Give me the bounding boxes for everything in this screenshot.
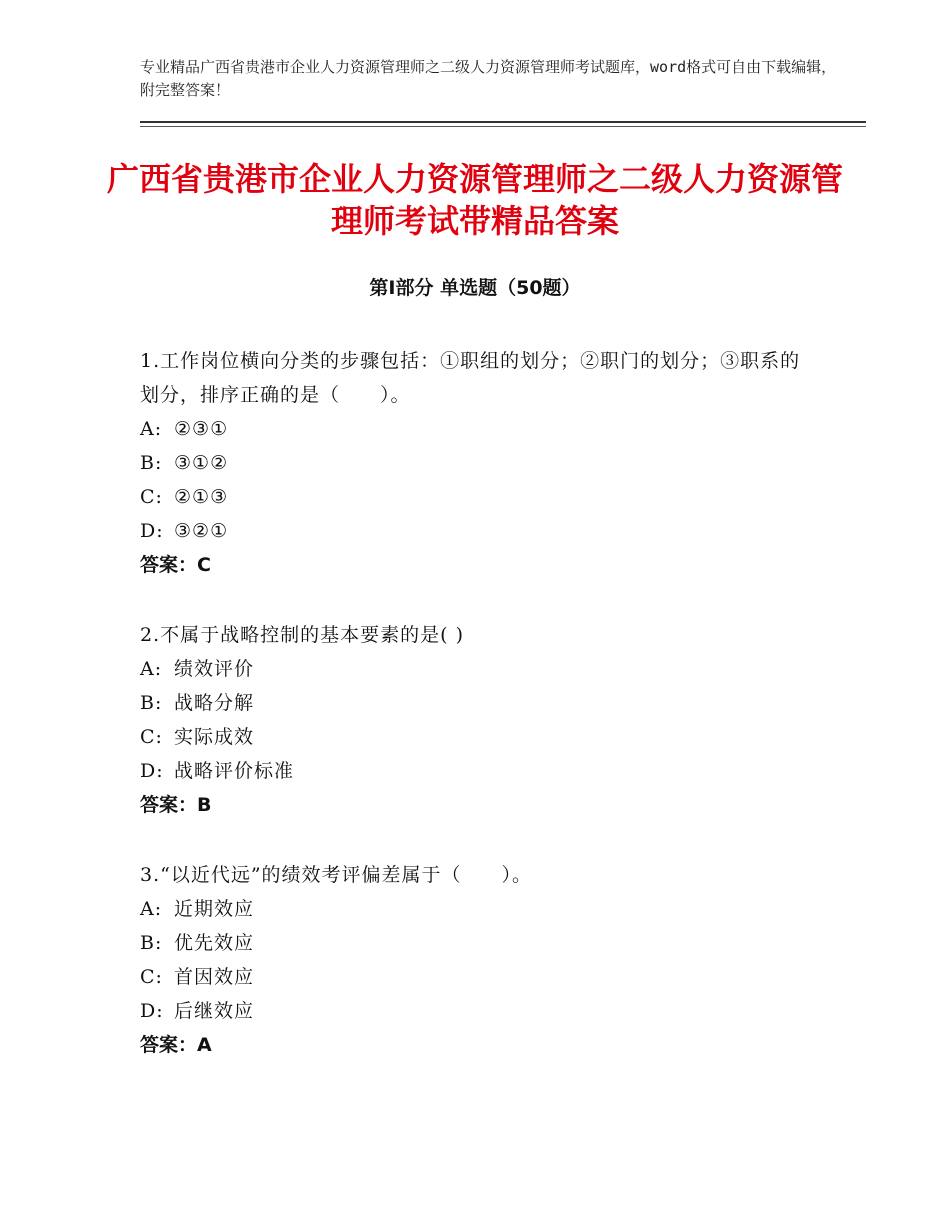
option-letter: D:	[140, 1000, 164, 1022]
option-letter: D:	[140, 760, 164, 782]
option-a	[140, 652, 820, 686]
question-stem: 2.不属于战略控制的基本要素的是( )	[140, 624, 464, 646]
option-d	[140, 754, 820, 788]
option-text: ②①③	[174, 486, 229, 508]
option-text: 绩效评价	[174, 658, 255, 680]
header-rule-thick	[140, 121, 866, 123]
option-letter: B:	[140, 932, 163, 954]
option-c	[140, 480, 820, 514]
option-a	[140, 892, 820, 926]
option-letter: A:	[140, 658, 163, 680]
answer-label: 答案：C	[140, 554, 211, 576]
question-stem: 3.“以近代远”的绩效考评偏差属于（ ）。	[140, 864, 533, 886]
option-b	[140, 926, 820, 960]
header-note: 专业精品广西省贵港市企业人力资源管理师之二级人力资源管理师考试题库，word格式可自由下载编辑，附完整答案！	[140, 58, 837, 99]
option-c	[140, 720, 820, 754]
option-letter: C:	[140, 486, 163, 508]
option-letter: A:	[140, 418, 163, 440]
question-1	[140, 344, 820, 582]
option-text: 后继效应	[174, 1000, 255, 1022]
option-text: 首因效应	[174, 966, 255, 988]
question-3	[140, 858, 820, 1062]
option-text: ③②①	[174, 520, 229, 542]
option-text: ③①②	[174, 452, 229, 474]
answer-label: 答案：A	[140, 1034, 212, 1056]
option-c	[140, 960, 820, 994]
option-text: 近期效应	[174, 898, 255, 920]
option-d	[140, 994, 820, 1028]
question-stem: 1.工作岗位横向分类的步骤包括：①职组的划分；②职门的划分；③职系的划分，排序正确的是（ ）。	[140, 350, 801, 406]
option-text: 战略评价标准	[174, 760, 295, 782]
option-text: 优先效应	[174, 932, 255, 954]
option-b	[140, 446, 820, 480]
answer-label: 答案：B	[140, 794, 212, 816]
option-b	[140, 686, 820, 720]
question-list	[140, 344, 820, 1062]
option-text: 实际成效	[174, 726, 255, 748]
option-letter: B:	[140, 692, 163, 714]
option-letter: C:	[140, 726, 163, 748]
option-letter: B:	[140, 452, 163, 474]
option-letter: C:	[140, 966, 163, 988]
option-a	[140, 412, 820, 446]
header-rule-thin	[140, 126, 866, 127]
document-title: 广西省贵港市企业人力资源管理师之二级人力资源管理师考试带精品答案	[106, 160, 843, 240]
option-text: 战略分解	[174, 692, 255, 714]
question-2	[140, 618, 820, 822]
option-d	[140, 514, 820, 548]
option-letter: D:	[140, 520, 164, 542]
option-text: ②③①	[174, 418, 229, 440]
option-letter: A:	[140, 898, 163, 920]
section-heading: 第Ⅰ部分 单选题（50题）	[369, 277, 581, 299]
